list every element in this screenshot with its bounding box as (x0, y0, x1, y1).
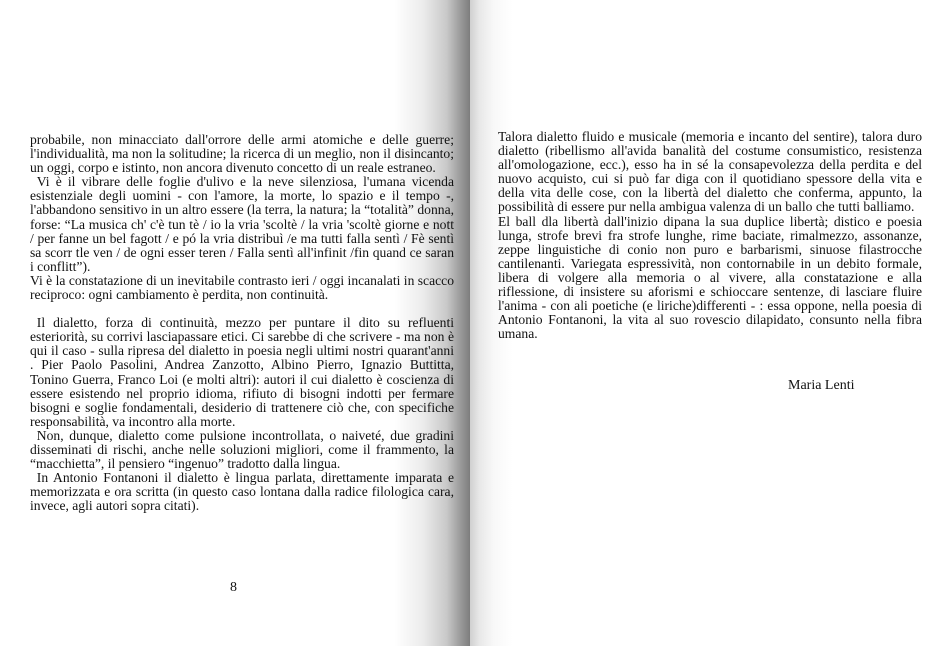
left-paragraph-5: Non, dunque, dialetto come pulsione incontrollata, o naiveté, due gradini disseminati di rischi, anche nelle soluzioni migliori, come il frammento, la “macchietta”, il pensiero “ingenuo” tradotto dalla lingua. (30, 427, 454, 472)
left-paragraph-6: In Antonio Fontanoni il dialetto è lingua parlata, direttamente imparata e memorizzata e ora scritta (in questo caso lontana dalla radice filologica cara, invece, agli autori sopra citati). (30, 470, 454, 514)
left-text-column (30, 133, 454, 513)
paragraph-gap (30, 302, 454, 316)
author-signature: Maria Lenti (788, 378, 855, 393)
right-paragraph-2: El ball dla libertà dall'inizio dipana la sua duplice libertà; distico e poesia lunga, strofe brevi fra strofe lunghe, rime baciate, rimalmezzo, assonanze, zeppe linguistiche di conio non puro e barbarismi, sinuose filastrocche cantilenanti. Variegata espressività, non contornabile in un debito formale, libera di volgere alla memoria o al vivere, alla constatazione e alla riflessione, di insistere su aforismi e schioccare sentenze, di lasciare fluire l'anima - con ali poetiche (e liriche)differenti - : essa oppone, nella poesia di Antonio Fontanoni, la vita al suo rovescio dilapidato, consunto nella fibra umana. (498, 213, 922, 342)
right-page (470, 0, 945, 646)
page-number: 8 (230, 580, 237, 595)
left-paragraph-2: Vi è il vibrare delle foglie d'ulivo e la neve silenziosa, l'umana vicenda esistenziale degli uomini - con l'amore, la morte, lo spazio e il tempo -, l'abbandono sensitivo in un altro essere (la terra, la natura; la “totalità” donna, forse: “La musica ch' c'è tun tè / io la vria 'scoltè / la vria 'scoltè giorne e nott / per fanne un bel fagott / e pó la vria distribuì /e ma tutti falla sentì / Fè sentì sa scorr tle ven / de ogni esser teren / Falla sentì all'infinit /fin quand ce saran i conflitt”). (30, 174, 454, 274)
right-paragraph-1: Talora dialetto fluido e musicale (memoria e incanto del sentire), talora duro dialetto (ribellismo all'avida banalità del costume consumistico, resistenza all'omologazione, ecc.), esso ha in sé la consapevolezza della perdita e del nuovo acquisto, cui si può far diga con il quotidiano spessore della vita e della vita delle cose, con la libertà del dialetto che conferma, appunto, la possibilità di essere pur nella ambigua valenza di un ballo che tutti balliamo. (498, 129, 922, 215)
left-page (0, 0, 470, 646)
left-paragraph-3: Vi è la constatazione di un inevitabile contrasto ieri / oggi incanalati in scacco reciproco: ogni cambiamento è perdita, non continuità. (30, 272, 454, 303)
left-paragraph-1: probabile, non minacciato dall'orrore delle armi atomiche e delle guerre; l'individualità, ma non la solitudine; la ricerca di un meglio, non il disincanto; un oggi, corpo e istinto, non ancora divenuto concetto di un reale estraneo. (30, 132, 454, 176)
right-text-column (498, 130, 922, 341)
left-paragraph-4: Il dialetto, forza di continuità, mezzo per puntare il dito su refluenti esteriorità, su corrivi lasciapassare etici. Ci sarebbe di che scrivere - ma non è qui il caso - sulla ripresa del dialetto in poesia negli ultimi nostri quarant'anni . Pier Paolo Pasolini, Andrea Zanzotto, Albino Pierro, Ignazio Buttitta, Tonino Guerra, Franco Loi (e molti altri): autori il cui dialetto è coscienza di essere esistendo nel proprio idioma, rifiuto di bisogni indotti per fermare bisogni e soglie fondamentali, desiderio di trattenere ciò che, con specifiche responsabilità, va incontro alla morte. (30, 315, 454, 429)
